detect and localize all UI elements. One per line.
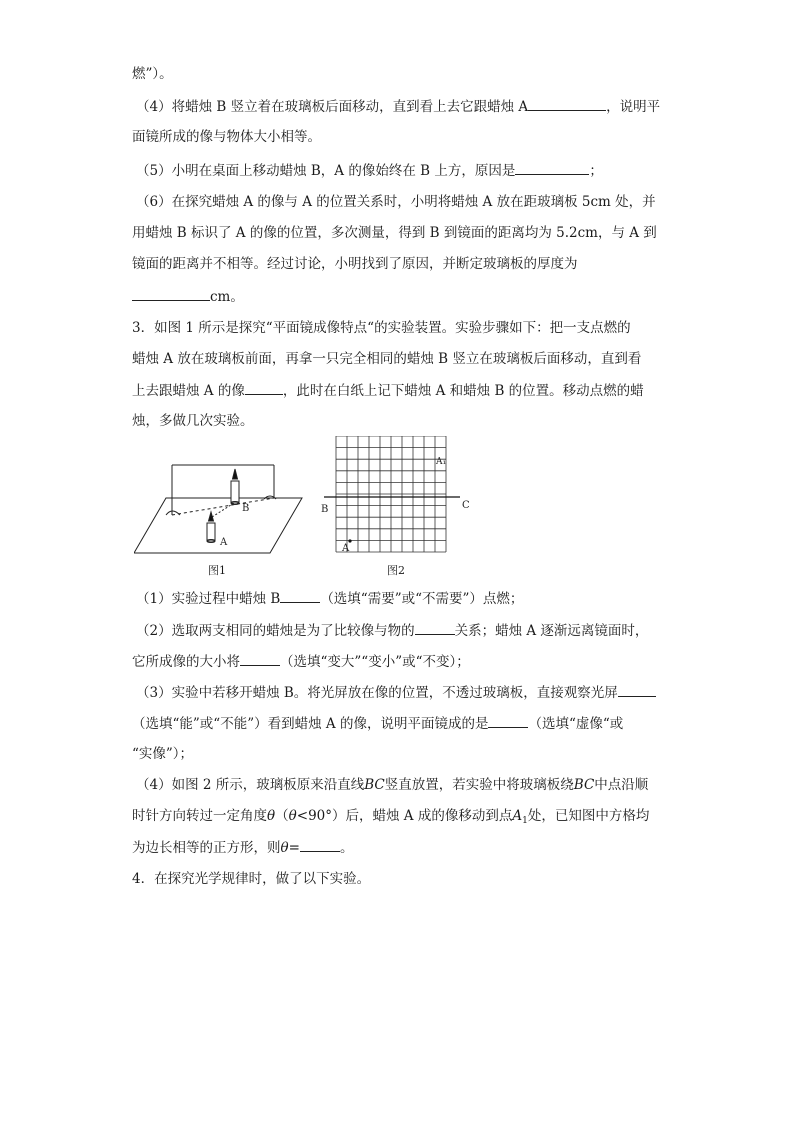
- table-plane: [134, 498, 302, 553]
- question-5-line: [136, 160, 603, 181]
- answer-blank[interactable]: [132, 286, 210, 301]
- candle-a-flame: [209, 512, 214, 521]
- text-fragment: <90°）后，蜡烛 A 成的像移动到点: [296, 808, 513, 824]
- figure-1-caption: 图1: [208, 564, 226, 577]
- figure-2: [318, 436, 476, 556]
- answer-blank[interactable]: [515, 160, 589, 175]
- figure-2-caption: 图2: [387, 564, 405, 577]
- candle-a: [207, 523, 215, 541]
- question-6-line-1: [136, 192, 656, 212]
- text-fragment: BC: [364, 777, 385, 793]
- text-fragment: cm。: [210, 289, 244, 305]
- text-fragment: （5）小明在桌面上移动蜡烛 B，A 的像始终在 B 上方，原因是: [136, 163, 516, 179]
- text-fragment: （选填“需要”或“不需要”）点燃；: [320, 591, 524, 607]
- sub-question-2-line-2: [132, 651, 470, 672]
- text-fragment: 1: [522, 816, 528, 826]
- question-4-line-1: [136, 96, 660, 117]
- text-fragment: 它所成像的大小将: [132, 654, 240, 670]
- sub-question-3-line-3: [132, 744, 193, 764]
- text-fragment: （6）在探究蜡烛 A 的像与 A 的位置关系时，小明将蜡烛 A 放在距玻璃板 5cm 处，并: [136, 194, 656, 210]
- label-a: A: [220, 537, 228, 548]
- answer-blank[interactable]: [488, 713, 528, 728]
- problem-3-line-4: [132, 411, 254, 431]
- text-fragment: ，说明平: [606, 99, 661, 115]
- sub-question-4-line-2: [132, 806, 649, 831]
- text-line: [132, 64, 173, 84]
- sub-question-4-line-1: [136, 775, 648, 795]
- text-fragment: （选填“虚像“或: [528, 716, 624, 732]
- text-fragment: 。: [339, 840, 354, 856]
- text-fragment: （: [275, 808, 289, 824]
- text-fragment: =: [288, 840, 300, 856]
- text-fragment: ，此时在白纸上记下蜡烛 A 和蜡烛 B 的位置。移动点燃的蜡: [282, 383, 644, 399]
- text-fragment: （1）实验过程中蜡烛 B: [136, 591, 281, 607]
- text-fragment: （4）将蜡烛 B 竖立着在玻璃板后面移动，直到看上去它跟蜡烛 A: [136, 99, 529, 115]
- text-fragment: 烛，多做几次实验。: [132, 413, 254, 429]
- question-6-line-2: [132, 223, 657, 243]
- question-6-line-3: [132, 254, 578, 274]
- text-fragment: BC: [573, 777, 595, 793]
- text-fragment: “实像”）；: [132, 746, 194, 762]
- text-fragment: 镜面的距离并不相等。经过讨论，小明找到了原因，并断定玻璃板的厚度为: [132, 256, 578, 272]
- text-fragment: 4．在探究光学规律时，做了以下实验。: [132, 871, 371, 887]
- label-b: B: [242, 503, 250, 514]
- square-grid: [336, 436, 446, 552]
- problem-3-line-3: [132, 380, 644, 401]
- text-fragment: 用蜡烛 B 标识了 A 的像的位置，多次测量，得到 B 到镜面的距离均为 5.2cm，与 A 到: [132, 225, 657, 241]
- sub-question-3-line-2: [132, 713, 623, 734]
- text-fragment: （3）实验中若移开蜡烛 B。将光屏放在像的位置，不透过玻璃板，直接观察光屏: [136, 685, 618, 701]
- text-fragment: 中点沿顺: [594, 777, 649, 793]
- text-fragment: 为边长相等的正方形，则: [132, 840, 281, 856]
- text-fragment: （4）如图 2 所示，玻璃板原来沿直线: [136, 777, 365, 793]
- text-fragment: 面镜所成的像与物体大小相等。: [132, 129, 321, 145]
- text-fragment: （2）选取两支相同的蜡烛是为了比较像与物的: [136, 623, 415, 639]
- problem-3-line-1: [132, 318, 631, 338]
- question-6-line-4: [132, 286, 244, 307]
- answer-blank[interactable]: [415, 620, 455, 635]
- text-fragment: ；: [589, 163, 603, 179]
- candle-b: [231, 481, 239, 503]
- text-fragment: （选填“能”或“不能”）看到蜡烛 A 的像，说明平面镜成的是: [132, 716, 489, 732]
- text-fragment: θ: [280, 840, 289, 856]
- answer-blank[interactable]: [300, 837, 340, 852]
- glass-board-base: [172, 498, 274, 515]
- answer-blank[interactable]: [528, 96, 606, 111]
- text-fragment: 燃”）。: [132, 66, 173, 82]
- text-fragment: 竖直放置，若实验中将玻璃板绕: [384, 777, 574, 793]
- text-fragment: 蜡烛 A 放在玻璃板前面，再拿一只完全相同的蜡烛 B 竖立在玻璃板后面移动，直到看: [132, 351, 642, 367]
- text-fragment: θ: [267, 808, 276, 824]
- label-c: C: [462, 500, 470, 511]
- text-fragment: 上去跟蜡烛 A 的像: [132, 383, 245, 399]
- label-a: A: [342, 543, 350, 554]
- text-fragment: 时针方向转过一定角度: [132, 808, 267, 824]
- answer-blank[interactable]: [280, 588, 320, 603]
- problem-3-line-2: [132, 349, 641, 369]
- text-fragment: θ: [288, 808, 297, 824]
- sub-question-2-line-1: [136, 620, 648, 641]
- question-4-line-2: [132, 127, 321, 147]
- candle-b-flame: [233, 469, 238, 479]
- text-fragment: 关系；蜡烛 A 逐渐远离镜面时，: [454, 623, 649, 639]
- label-b: B: [321, 504, 329, 515]
- answer-blank[interactable]: [245, 380, 283, 395]
- label-a1: A₁: [436, 457, 447, 467]
- text-fragment: A: [512, 808, 523, 824]
- sub-question-3-line-1: [136, 682, 656, 703]
- answer-blank[interactable]: [618, 682, 656, 697]
- sub-question-4-line-3: [132, 837, 353, 858]
- text-fragment: （选填“变大”“变小”或“不变）；: [280, 654, 470, 670]
- text-fragment: 3．如图 1 所示是探究“平面镜成像特点“的实验装置。实验步骤如下：把一支点燃的: [132, 320, 631, 336]
- text-fragment: 处，已知图中方格均: [527, 808, 650, 824]
- candle-link-line: [212, 503, 234, 517]
- problem-4-line: [132, 869, 370, 889]
- sub-question-1-line: [136, 588, 523, 609]
- answer-blank[interactable]: [240, 651, 280, 666]
